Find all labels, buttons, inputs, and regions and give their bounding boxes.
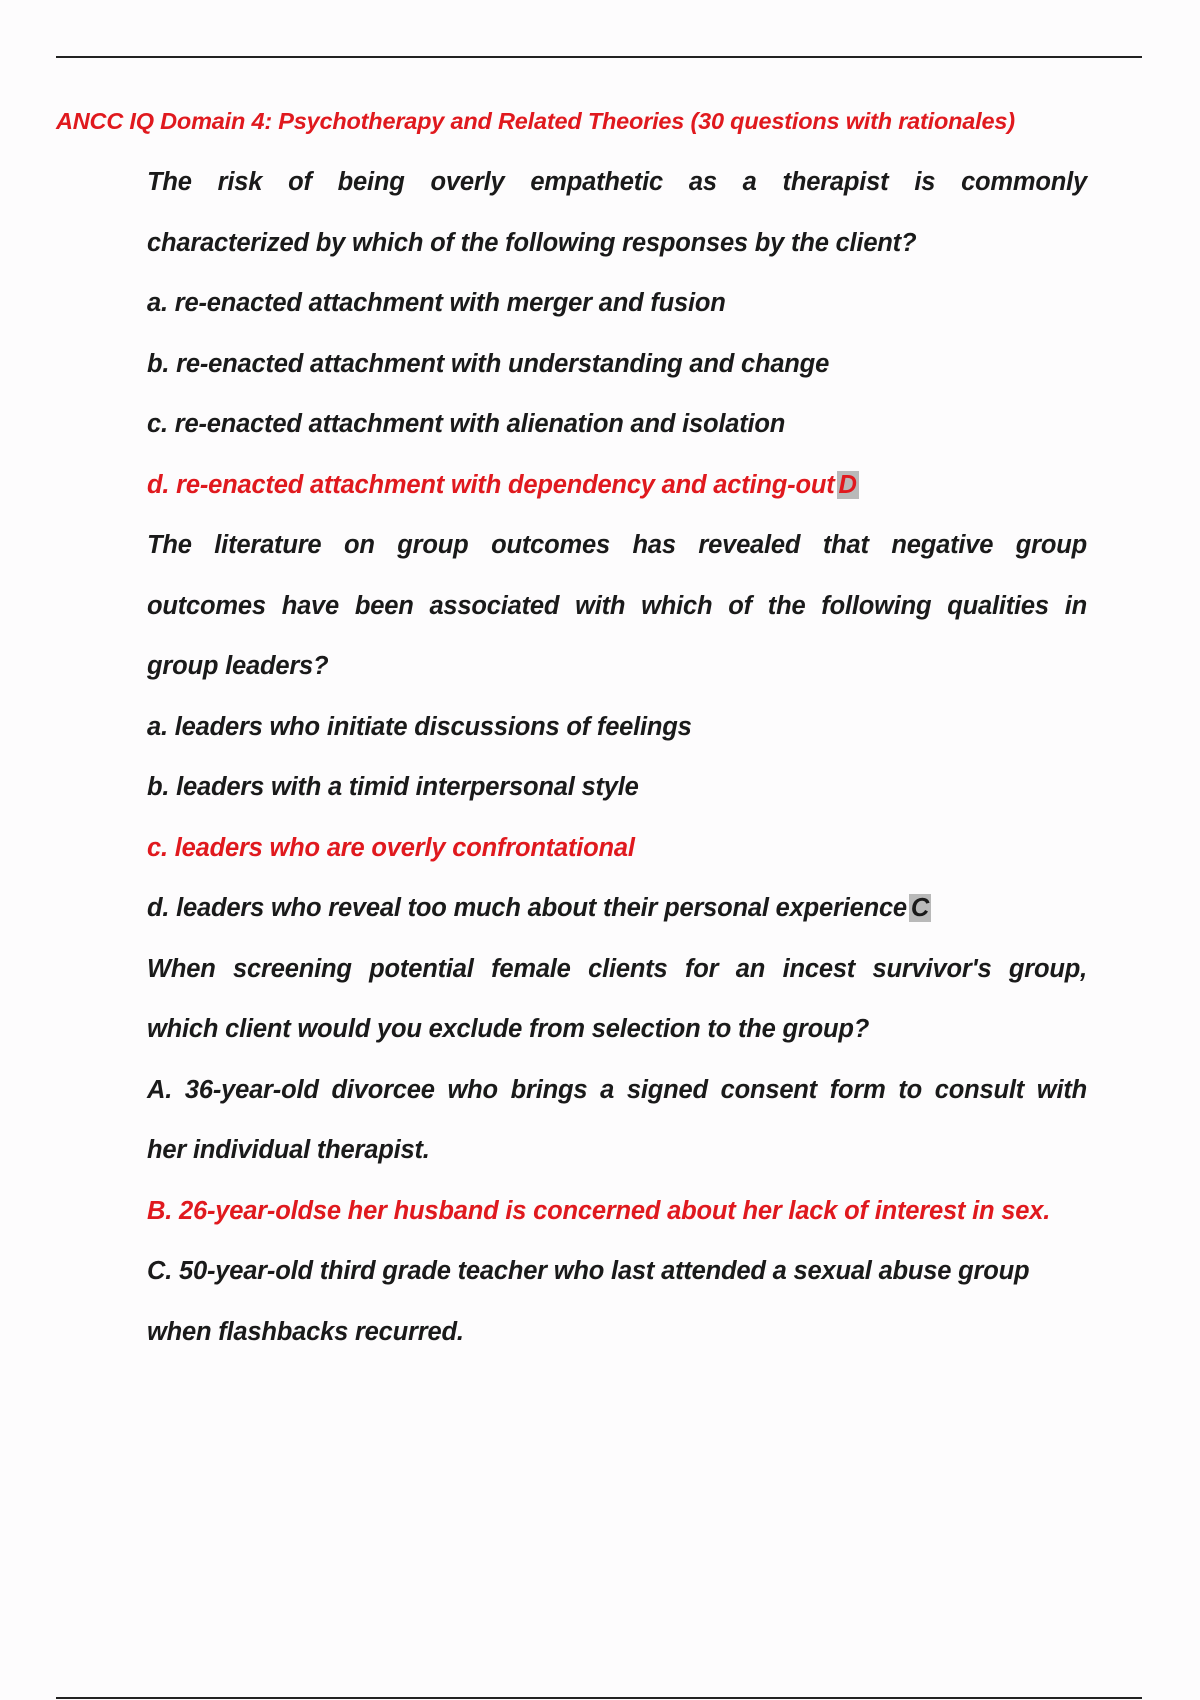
top-rule [56, 56, 1142, 58]
question-3-stem-line-1: When screening potential female clients for an incest survivor's group, [147, 954, 1087, 983]
question-1-option-b: b. re-enacted attachment with understanding and change [147, 349, 830, 378]
question-2-option-a: a. leaders who initiate discussions of feelings [147, 712, 692, 741]
question-1-option-d-text: d. re-enacted attachment with dependency and acting-out [147, 470, 835, 499]
question-3-option-b-correct: B. 26-year-oldse her husband is concerned about her lack of interest in sex. [147, 1196, 1051, 1225]
question-2-stem-line-1: The literature on group outcomes has revealed that negative group [147, 531, 1087, 559]
question-1-answer-key: D [838, 470, 857, 499]
question-2-option-b: b. leaders with a timid interpersonal style [147, 773, 639, 801]
question-1-option-c: c. re-enacted attachment with alienation and isolation [147, 410, 786, 438]
question-3-option-a-line-1: A. 36-year-old divorcee who brings a signed consent form to consult with [147, 1075, 1087, 1104]
question-2-stem-line-2: outcomes have been associated with which of the following qualities in [147, 591, 1087, 620]
question-2-option-d-text: d. leaders who reveal too much about their personal experience [147, 894, 907, 922]
question-3-stem-line-2: which client would you exclude from selection to the group? [147, 1015, 870, 1043]
question-2-option-d [147, 878, 1087, 939]
question-2-answer-key: C [910, 894, 930, 922]
question-1-option-d-correct [147, 455, 1087, 516]
question-list [147, 152, 1087, 1362]
question-1-stem-line-1: The risk of being overly empathetic as a therapist is commonly [147, 168, 1087, 196]
bottom-rule [56, 1697, 1142, 1699]
question-2-stem-line-3: group leaders? [147, 652, 329, 680]
question-2-option-c-correct: c. leaders who are overly confrontational [147, 833, 635, 862]
question-1-option-a: a. re-enacted attachment with merger and fusion [147, 289, 726, 317]
question-3-option-c-line-1: C. 50-year-old third grade teacher who last attended a sexual abuse group [147, 1257, 1030, 1285]
question-1-stem-line-2: characterized by which of the following responses by the client? [147, 228, 917, 257]
question-3-option-c-line-2: when flashbacks recurred. [147, 1317, 464, 1346]
question-3-option-a-line-2: her individual therapist. [147, 1136, 430, 1164]
document-title: ANCC IQ Domain 4: Psychotherapy and Related Theories (30 questions with rationales) [56, 108, 1015, 134]
